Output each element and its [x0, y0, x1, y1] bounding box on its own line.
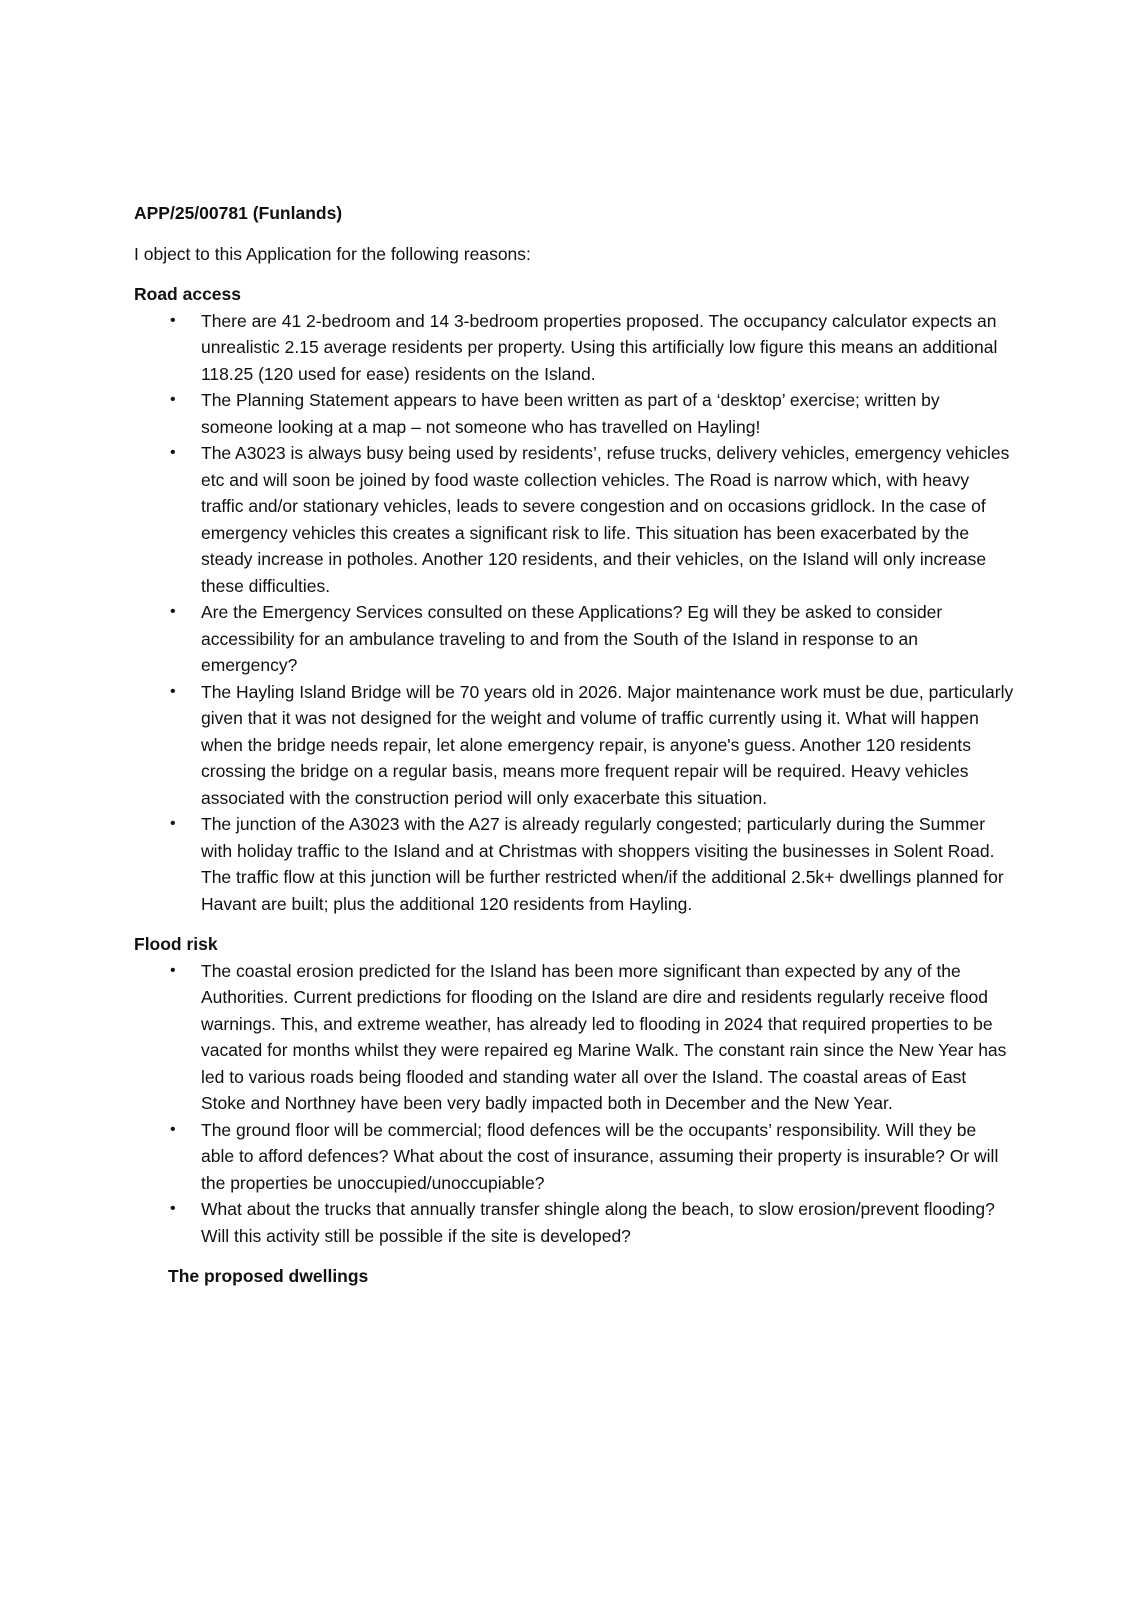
list-item-text: Are the Emergency Services consulted on these Applications? Eg will they be asked to consider accessibility for an ambulance traveling to and from the South of the Island in response to an emergency? — [201, 602, 943, 675]
list-item — [134, 1117, 1014, 1197]
list-item-text: The A3023 is always busy being used by residents’, refuse trucks, delivery vehicles, emergency vehicles etc and will soon be joined by food waste collection vehicles. The Road is narrow which, with heavy traffic and/or stationary vehicles, leads to severe congestion and on occasions gridlock. In the case of emergency vehicles this creates a significant risk to life. This situation has been exacerbated by the steady increase in potholes. Another 120 residents, and their vehicles, on the Island will only increase these difficulties. — [201, 443, 1010, 596]
flood-risk-list — [134, 958, 1014, 1250]
list-item-text: What about the trucks that annually transfer shingle along the beach, to slow erosion/prevent flooding? Will this activity still be possible if the site is developed? — [201, 1199, 995, 1246]
bullet-icon: • — [170, 311, 176, 329]
section-heading-flood-risk: Flood risk — [134, 934, 218, 954]
reference-title: APP/25/00781 (Funlands) — [134, 203, 343, 223]
list-item-text: The ground floor will be commercial; flood defences will be the occupants’ responsibility. Will they be able to afford defences? What about the cost of insurance, assuming their property is insurable? Or will the properties be unoccupied/unoccupiable? — [201, 1119, 999, 1193]
bullet-icon: • — [170, 444, 176, 461]
bullet-icon: • — [170, 1120, 176, 1138]
bullet-icon: • — [170, 603, 176, 620]
section-flood-risk — [134, 931, 1014, 1249]
list-item-text: The Planning Statement appears to have been written as part of a ‘desktop’ exercise; written by someone looking at a map – not someone who has travelled on Hayling! — [201, 390, 940, 437]
intro-text: I object to this Application for the following reasons: — [134, 243, 531, 264]
bullet-icon: • — [170, 815, 176, 832]
list-item — [134, 1196, 1014, 1249]
list-item — [134, 440, 1014, 599]
list-item — [134, 679, 1014, 812]
road-access-list — [134, 308, 1014, 918]
document-body — [134, 200, 1014, 1290]
bullet-icon: • — [170, 391, 176, 408]
list-item — [134, 387, 1014, 440]
list-item-text: The Hayling Island Bridge will be 70 years old in 2026. Major maintenance work must be due, particularly given that it was not designed for the weight and volume of traffic currently using it. What will happen when the bridge needs repair, let alone emergency repair, is anyone's guess. Another 120 residents crossing the bridge on a regular basis, means more frequent repair will be required. Heavy vehicles associated with the construction period will only exacerbate this situation. — [201, 681, 1014, 808]
section-road-access — [134, 281, 1014, 917]
list-item-text: There are 41 2-bedroom and 14 3-bedroom properties proposed. The occupancy calculator expects an unrealistic 2.15 average residents per property. Using this artificially low figure this means an additional 118.25 (120 used for ease) residents on the Island. — [201, 310, 998, 384]
list-item — [134, 811, 1014, 917]
list-item-text: The junction of the A3023 with the A27 is already regularly congested; particularly during the Summer with holiday traffic to the Island and at Christmas with shoppers visiting the businesses in Solent Road. The traffic flow at this junction will be further restricted when/if the additional 2.5k+ dwellings planned for Havant are built; plus the additional 120 residents from Hayling. — [201, 814, 1004, 914]
list-item — [134, 308, 1014, 388]
bullet-icon: • — [170, 961, 176, 979]
list-item — [134, 958, 1014, 1117]
sub-heading-proposed-dwellings: The proposed dwellings — [168, 1266, 369, 1286]
bullet-icon: • — [170, 682, 176, 700]
list-item — [134, 599, 1014, 679]
list-item-text: The coastal erosion predicted for the Island has been more significant than expected by any of the Authorities. Current predictions for flooding on the Island are dire and residents regularly receive flood warnings. This, and extreme weather, has already led to flooding in 2024 that required properties to be vacated for months whilst they were repaired eg Marine Walk. The constant rain since the New Year has led to various roads being flooded and standing water all over the Island. The coastal areas of East Stoke and Northney have been very badly impacted both in December and the New Year. — [201, 960, 1007, 1113]
section-heading-road-access: Road access — [134, 284, 242, 304]
bullet-icon: • — [170, 1200, 176, 1217]
